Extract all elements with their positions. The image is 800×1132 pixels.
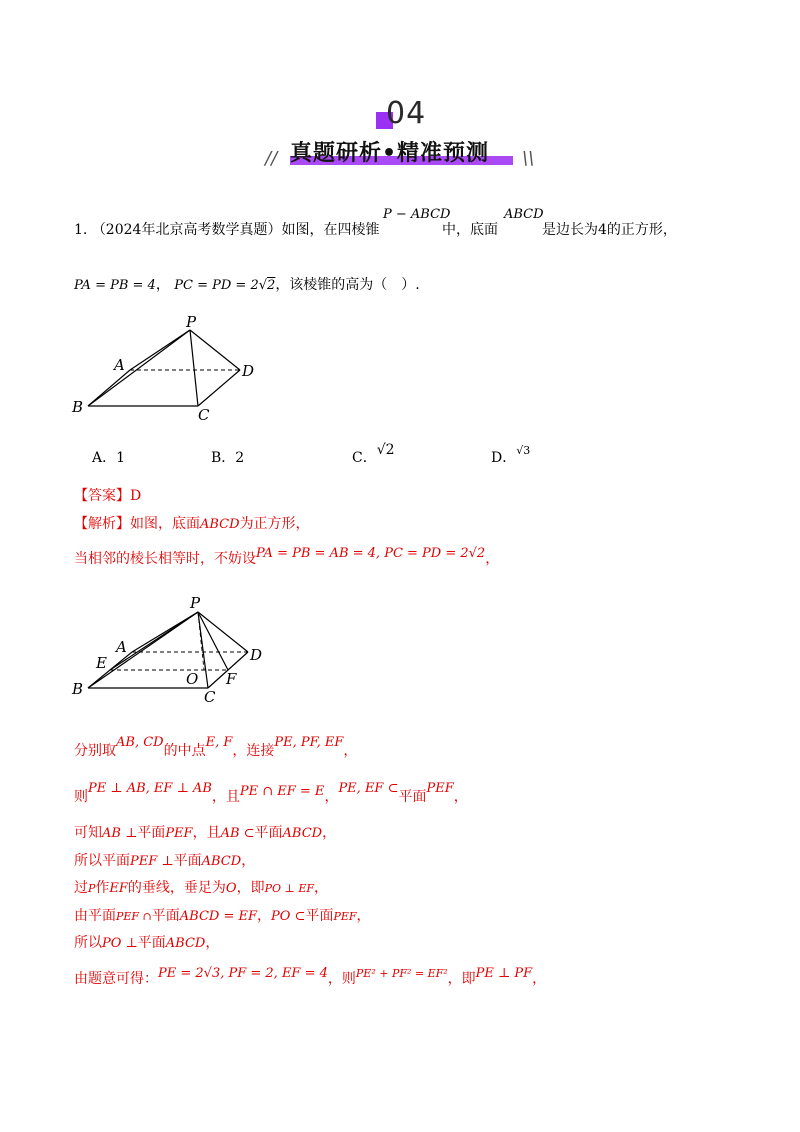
answer-value: D	[130, 488, 142, 504]
label-B: B	[72, 680, 84, 698]
label-E: E	[96, 654, 107, 672]
answer-line	[74, 485, 141, 505]
edge-PC	[190, 330, 198, 406]
edge-PD	[190, 330, 240, 370]
label-F: F	[226, 670, 237, 688]
solution-line-2: 当相邻的棱长相等时，不妨设PA = PB = AB = 4, PC = PD = 2√2，	[74, 546, 500, 567]
comma: ，	[155, 277, 170, 293]
option-c: C．√2	[352, 442, 395, 466]
label-B: B	[72, 398, 84, 416]
question-mid-1: 中，底面	[442, 222, 498, 238]
edge-PB	[88, 330, 190, 406]
solution-line-4: 则PE ⊥ AB, EF ⊥ AB，且PE ∩ EF = E，PE, EF ⊂平面PEF，	[74, 781, 468, 805]
label-P: P	[190, 594, 201, 612]
edge-PA	[130, 330, 190, 370]
option-d: D．$^{√3}$	[491, 444, 531, 466]
option-a: A．1	[92, 450, 126, 466]
solution-line-5: 可知AB ⊥平面PEF，且AB ⊂平面ABCD，	[74, 825, 337, 841]
question-pyramid: P − ABCD	[383, 207, 451, 222]
section-number: 04	[386, 96, 427, 131]
label-D: D	[242, 362, 255, 380]
label-P: P	[186, 313, 197, 331]
section-title: 真题研析•精准预测	[290, 141, 490, 166]
question-line-1	[74, 219, 379, 239]
edge-PD	[198, 612, 248, 652]
pyramid-figure-2	[70, 594, 270, 706]
question-base: ABCD	[504, 207, 544, 222]
condition-2: PC = PD = 2√2	[174, 278, 276, 293]
label-O: O	[186, 670, 199, 688]
edge-BA	[88, 370, 130, 406]
segment-PF	[198, 612, 228, 670]
question-mid-2: 是边长为4的正方形，	[542, 222, 677, 238]
label-C: C	[204, 688, 216, 706]
edge-PC	[198, 612, 208, 688]
banner-left-mark: //	[265, 148, 278, 169]
label-A: A	[116, 638, 127, 656]
edge-CD	[198, 370, 240, 406]
solution-line-7: 过P作EF的垂线，垂足为O，即PO ⊥ EF，	[74, 880, 329, 896]
label-A: A	[114, 356, 125, 374]
answer-label: 【答案】	[74, 488, 130, 504]
solution-line-10: 由题意可得：PE = 2√3, PF = 2, EF = 4，则$^{PE^2 + PF^2 = EF^2}$，即PE ⊥ PF，	[74, 966, 547, 987]
question-source: （2024年北京高考数学真题）如图，在四棱锥	[91, 222, 380, 238]
solution-line-9: 所以PO ⊥平面ABCD，	[74, 935, 220, 951]
solution-line-8: 由平面PEF ∩平面ABCD = EF，PO ⊂平面PEF，	[74, 908, 371, 924]
question-line-2	[74, 274, 420, 294]
pyramid-figure-1	[70, 310, 270, 420]
condition-1: PA = PB = 4	[74, 278, 156, 293]
banner-right-mark: \\	[522, 148, 535, 169]
solution-line-1: 【解析】如图，底面ABCD为正方形，	[74, 516, 310, 532]
option-b: B．2	[211, 450, 245, 466]
solution-line-6: 所以平面PEF ⊥平面ABCD，	[74, 853, 256, 869]
question-ask: ，该棱锥的高为（ ）.	[275, 277, 420, 293]
question-number: 1.	[74, 222, 88, 238]
solution-line-3: 分别取AB, CD的中点E, F，连接PE, PF, EF，	[74, 735, 358, 759]
label-D: D	[250, 646, 263, 664]
label-C: C	[198, 406, 210, 420]
